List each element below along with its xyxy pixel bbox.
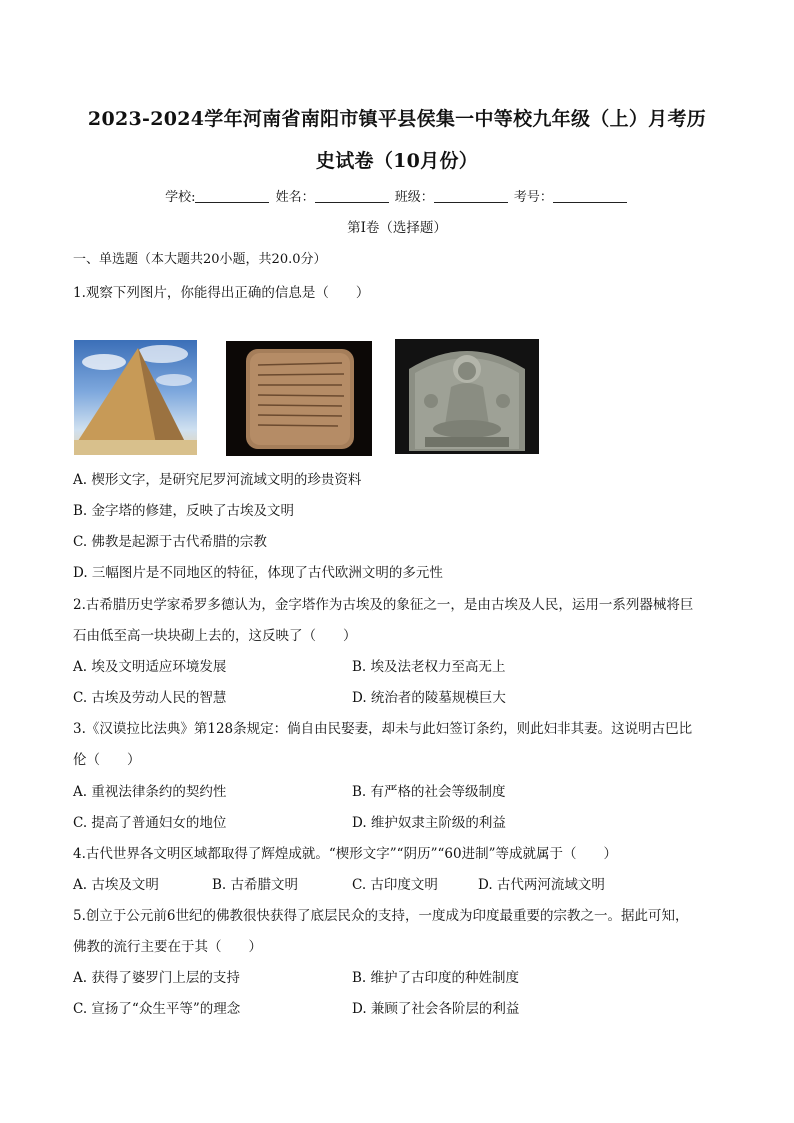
- number-blank: [553, 190, 627, 203]
- q2-stem-line1: 2.古希腊历史学家希罗多德认为，金字塔作为古埃及的象征之一，是由古埃及人民，运用一系列器械将巨: [73, 597, 694, 613]
- q2-option-d: D. 统治者的陵墓规模巨大: [352, 690, 506, 706]
- q1-option-c: C. 佛教是起源于古代希腊的宗教: [73, 534, 267, 550]
- q2-option-b: B. 埃及法老权力至高无上: [352, 659, 506, 675]
- q4-option-a: A. 古埃及文明: [73, 877, 159, 893]
- q1-option-a: A. 楔形文字，是研究尼罗河流域文明的珍贵资料: [73, 472, 362, 488]
- q2-option-c: C. 古埃及劳动人民的智慧: [73, 690, 227, 706]
- school-blank: [195, 190, 269, 203]
- buddha-relief-photo: [395, 339, 539, 454]
- exam-title-line2: 史试卷（10月份）: [315, 150, 479, 172]
- q1-stem: 1.观察下列图片，你能得出正确的信息是（ ）: [73, 285, 370, 301]
- q3-option-b: B. 有严格的社会等级制度: [352, 784, 506, 800]
- q5-option-b: B. 维护了古印度的种姓制度: [352, 970, 520, 986]
- student-info-row: [0, 186, 794, 205]
- q4-stem: 4.古代世界各文明区域都取得了辉煌成就。“楔形文字”“阴历”“60进制”等成就属于（ ）: [73, 846, 617, 862]
- q2-option-a: A. 埃及文明适应环境发展: [73, 659, 227, 675]
- q2-stem-line2: 石由低至高一块块砌上去的，这反映了（ ）: [73, 628, 357, 644]
- q1-option-d: D. 三幅图片是不同地区的特征，体现了古代欧洲文明的多元性: [73, 565, 443, 581]
- q3-option-c: C. 提高了普通妇女的地位: [73, 815, 227, 831]
- q4-option-d: D. 古代两河流域文明: [478, 877, 605, 893]
- name-blank: [315, 190, 389, 203]
- cuneiform-tablet-photo: [226, 341, 372, 456]
- section-heading: 一、单选题（本大题共20小题，共20.0分）: [73, 252, 327, 267]
- class-blank: [434, 190, 508, 203]
- class-label: 班级：: [394, 190, 434, 205]
- name-label: 姓名：: [275, 190, 315, 205]
- exam-title-line1: 2023-2024学年河南省南阳市镇平县侯集一中等校九年级（上）月考历: [87, 108, 707, 130]
- pyramid-photo: [74, 340, 197, 455]
- number-label: 考号：: [513, 190, 553, 205]
- q3-stem-line2: 伦（ ）: [73, 752, 141, 768]
- q5-option-c: C. 宣扬了“众生平等”的理念: [73, 1001, 241, 1017]
- q5-option-a: A. 获得了婆罗门上层的支持: [73, 970, 240, 986]
- school-label: 学校:: [165, 190, 196, 205]
- q5-stem-line2: 佛教的流行主要在于其（ ）: [73, 939, 262, 955]
- q3-option-d: D. 维护奴隶主阶级的利益: [352, 815, 506, 831]
- part-heading: 第I卷（选择题）: [347, 220, 447, 236]
- q1-option-b: B. 金字塔的修建，反映了古埃及文明: [73, 503, 295, 519]
- q4-option-b: B. 古希腊文明: [212, 877, 299, 893]
- q5-stem-line1: 5.创立于公元前6世纪的佛教很快获得了底层民众的支持，一度成为印度最重要的宗教之一。据此可知，: [73, 908, 689, 924]
- q3-option-a: A. 重视法律条约的契约性: [73, 784, 227, 800]
- q4-option-c: C. 古印度文明: [352, 877, 438, 893]
- q5-option-d: D. 兼顾了社会各阶层的利益: [352, 1001, 520, 1017]
- q3-stem-line1: 3.《汉谟拉比法典》第128条规定：倘自由民娶妻，却未与此妇签订条约，则此妇非其妻。这说明古巴比: [73, 721, 693, 737]
